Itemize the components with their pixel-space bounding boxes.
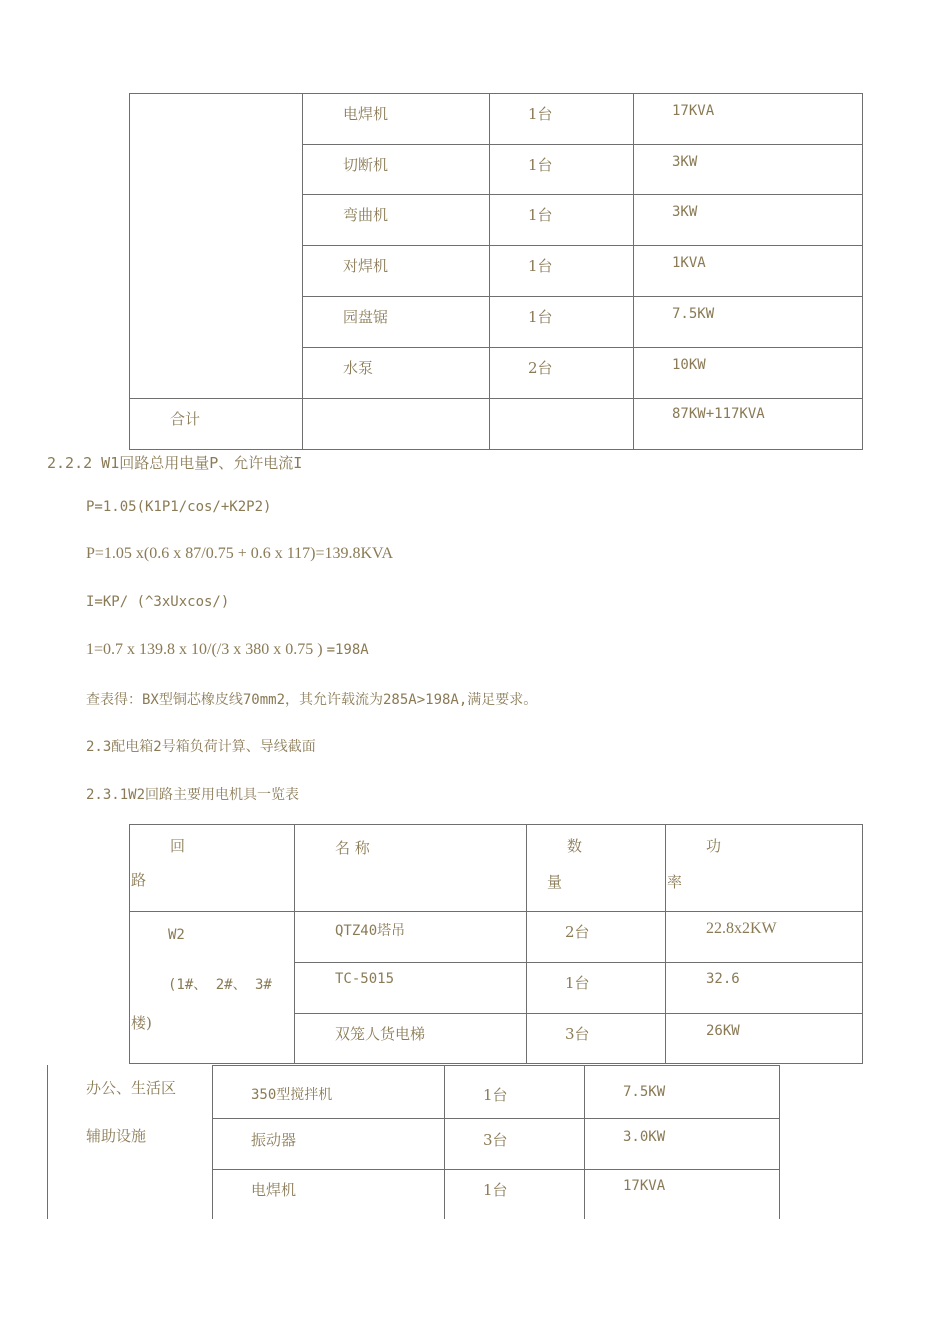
cell-text: 1台 bbox=[528, 156, 553, 174]
cell-text: 26KW bbox=[706, 1023, 740, 1039]
table-cell-name bbox=[303, 145, 490, 195]
cell-text: 2台 bbox=[528, 359, 553, 377]
cell-text: 切断机 bbox=[343, 156, 389, 174]
table-cell-name bbox=[295, 912, 527, 963]
group-label-auxiliary: 辅助设施 bbox=[86, 1127, 147, 1145]
table-cell-power bbox=[634, 297, 863, 348]
cell-text: 量 bbox=[547, 873, 563, 891]
cell-text: QTZ40塔吊 bbox=[335, 923, 406, 939]
merged-circuit-cell bbox=[130, 94, 303, 399]
cell-text: 3.0KW bbox=[623, 1129, 666, 1145]
cell-text: 2台 bbox=[565, 923, 590, 941]
cell-text: 功 bbox=[706, 837, 722, 855]
formula-i: I=KP/ (^3xUxcos/) bbox=[86, 594, 230, 610]
cell-text: 弯曲机 bbox=[343, 206, 389, 224]
cell-text: 22.8x2KW bbox=[706, 920, 777, 937]
table-cell-name bbox=[295, 1014, 527, 1064]
cell-text: 1台 bbox=[528, 308, 553, 326]
table-cell-total-power bbox=[634, 399, 863, 450]
cell-text: W2 bbox=[168, 927, 185, 943]
calc-i-main: 1=0.7 x 139.8 x 10/(/3 x 380 x 0.75 ) bbox=[86, 641, 323, 658]
table-cell-qty bbox=[527, 963, 666, 1014]
table-cell-name bbox=[213, 1119, 445, 1170]
equipment-table-continued bbox=[129, 93, 863, 450]
auxiliary-equipment-table bbox=[212, 1065, 780, 1219]
header-name bbox=[295, 825, 527, 912]
table-cell-name bbox=[303, 348, 490, 399]
cell-text: 合计 bbox=[170, 410, 201, 428]
calc-i-result: =198A bbox=[326, 642, 369, 658]
table-cell-name bbox=[303, 246, 490, 297]
section-heading-2-3-1: 2.3.1W2回路主要用电机具一览表 bbox=[86, 787, 300, 803]
cell-text: 7.5KW bbox=[623, 1084, 666, 1100]
cell-text: 园盘锯 bbox=[343, 308, 389, 326]
table-cell-qty bbox=[445, 1170, 585, 1219]
header-circuit bbox=[130, 825, 295, 912]
table-cell-power bbox=[634, 145, 863, 195]
cell-text: 1台 bbox=[528, 257, 553, 275]
circuit-w2-cell bbox=[130, 912, 295, 1064]
table-cell-qty bbox=[527, 912, 666, 963]
table-cell-power bbox=[666, 1014, 863, 1064]
cell-text: 1KVA bbox=[672, 255, 706, 271]
table-cell-power bbox=[634, 195, 863, 246]
table-cell-power bbox=[634, 246, 863, 297]
table-cell-qty bbox=[490, 145, 634, 195]
table3-left-border bbox=[47, 1065, 48, 1219]
table-cell-empty bbox=[303, 399, 490, 450]
cell-text: 3台 bbox=[483, 1131, 508, 1149]
cell-text: 3台 bbox=[565, 1025, 590, 1043]
table-cell-qty bbox=[490, 246, 634, 297]
header-power bbox=[666, 825, 863, 912]
table-cell-total-label bbox=[130, 399, 303, 450]
cell-text: 3KW bbox=[672, 204, 698, 220]
cell-text: 率 bbox=[667, 873, 683, 891]
table-cell-empty bbox=[490, 399, 634, 450]
cell-text: 名 称 bbox=[335, 839, 370, 857]
section-heading-2-2-2: 2.2.2 W1回路总用电量P、允许电流I bbox=[47, 454, 303, 472]
group-label-office: 办公、生活区 bbox=[86, 1079, 177, 1097]
table-cell-power bbox=[585, 1119, 780, 1170]
table-cell-qty bbox=[490, 348, 634, 399]
w2-equipment-table bbox=[129, 824, 863, 1064]
table-cell-qty bbox=[490, 195, 634, 246]
cell-text: 10KW bbox=[672, 357, 706, 373]
table-cell-qty bbox=[527, 1014, 666, 1064]
header-quantity bbox=[527, 825, 666, 912]
cell-text: 回 bbox=[170, 837, 186, 855]
table-cell-power bbox=[585, 1170, 780, 1219]
table-cell-name bbox=[213, 1066, 445, 1119]
cell-text: 对焊机 bbox=[343, 257, 389, 275]
cell-text: 1台 bbox=[528, 105, 553, 123]
table-cell-power bbox=[634, 94, 863, 145]
table-cell-qty bbox=[490, 94, 634, 145]
cell-text: 数 bbox=[567, 837, 583, 855]
table-cell-qty bbox=[445, 1119, 585, 1170]
calc-i bbox=[86, 641, 369, 659]
cell-text: (1#、 2#、 3# bbox=[168, 977, 272, 993]
cell-text: 楼) bbox=[131, 1014, 152, 1032]
table-cell-name bbox=[295, 963, 527, 1014]
cell-text: 路 bbox=[131, 871, 147, 889]
cell-text: 3KW bbox=[672, 154, 698, 170]
table-cell-power bbox=[666, 912, 863, 963]
cell-text: 17KVA bbox=[623, 1178, 666, 1194]
cell-text: 1台 bbox=[528, 206, 553, 224]
cell-text: 双笼人货电梯 bbox=[335, 1025, 426, 1043]
cell-text: 电焊机 bbox=[251, 1181, 297, 1199]
cell-text: 水泵 bbox=[343, 359, 374, 377]
cell-text: 振动器 bbox=[251, 1131, 297, 1149]
table-cell-name bbox=[303, 297, 490, 348]
lookup-conclusion: 查表得：BX型铜芯橡皮线70mm2，其允许载流为285A>198A,满足要求。 bbox=[86, 692, 538, 708]
cell-text: 350型搅拌机 bbox=[251, 1087, 333, 1103]
cell-text: 32.6 bbox=[706, 971, 740, 987]
table-cell-qty bbox=[490, 297, 634, 348]
section-heading-2-3: 2.3配电箱2号箱负荷计算、导线截面 bbox=[86, 739, 316, 755]
table-cell-qty bbox=[445, 1066, 585, 1119]
table-cell-name bbox=[303, 195, 490, 246]
cell-text: TC-5015 bbox=[335, 971, 395, 987]
table-cell-power bbox=[585, 1066, 780, 1119]
formula-p: P=1.05(K1P1/cos/+K2P2) bbox=[86, 499, 272, 515]
table-cell-power bbox=[634, 348, 863, 399]
cell-text: 17KVA bbox=[672, 103, 715, 119]
cell-text: 1台 bbox=[483, 1086, 508, 1104]
cell-text: 1台 bbox=[565, 974, 590, 992]
cell-text: 7.5KW bbox=[672, 306, 715, 322]
table-cell-power bbox=[666, 963, 863, 1014]
calc-p: P=1.05 x(0.6 x 87/0.75 + 0.6 x 117)=139.8KVA bbox=[86, 545, 394, 562]
table-cell-name bbox=[213, 1170, 445, 1219]
cell-text: 87KW+117KVA bbox=[672, 406, 765, 422]
cell-text: 电焊机 bbox=[343, 105, 389, 123]
cell-text: 1台 bbox=[483, 1181, 508, 1199]
table-cell-name bbox=[303, 94, 490, 145]
